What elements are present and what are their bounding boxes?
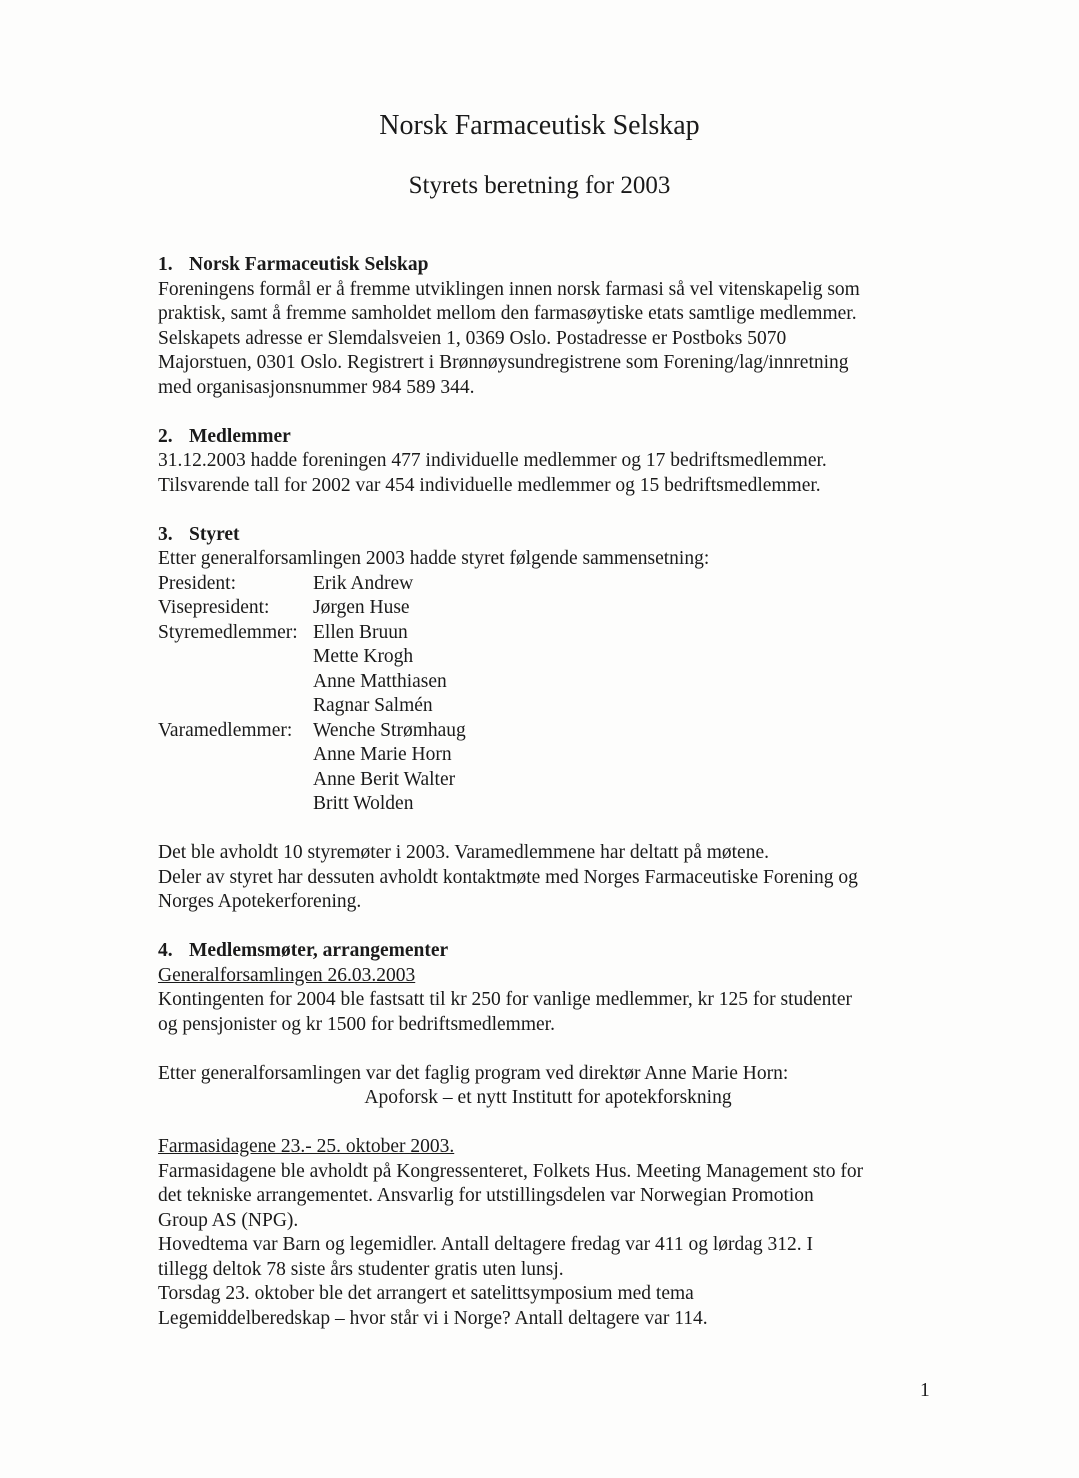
paragraph-line: Torsdag 23. oktober ble det arrangert et satelittsymposium med tema bbox=[158, 1283, 694, 1304]
section-1-heading bbox=[158, 253, 948, 278]
paragraph-line: Majorstuen, 0301 Oslo. Registrert i Brønnøysundregistrene som Forening/lag/innretning bbox=[158, 352, 849, 373]
board-role bbox=[158, 645, 313, 670]
board-role bbox=[158, 694, 313, 719]
section-title: Medlemmer bbox=[189, 425, 291, 447]
section-number: 2. bbox=[158, 425, 173, 447]
board-role bbox=[158, 792, 313, 817]
paragraph-line: og pensjonister og kr 1500 for bedriftsmedlemmer. bbox=[158, 1013, 555, 1035]
paragraph-line: Norges Apotekerforening. bbox=[158, 891, 362, 912]
document-subtitle: Styrets beretning for 2003 bbox=[408, 172, 671, 199]
board-role: Varamedlemmer: bbox=[158, 719, 293, 741]
board-row bbox=[158, 572, 948, 597]
paragraph-line: Kontingenten for 2004 ble fastsatt til kr 250 for vanlige medlemmer, kr 125 for studenter bbox=[158, 989, 853, 1010]
program-title: Apoforsk – et nytt Institutt for apotekforskning bbox=[364, 1087, 732, 1108]
page-number: 1 bbox=[920, 1380, 930, 1401]
paragraph-line: praktisk, samt å fremme samholdet mellom den farmasøytiske etats samtlige medlemmer. bbox=[158, 303, 857, 324]
paragraph-line: Foreningens formål er å fremme utviklingen innen norsk farmasi så vel vitenskapelig som bbox=[158, 278, 860, 300]
paragraph-line: Deler av styret har dessuten avholdt kontaktmøte med Norges Farmaceutiske Forening og bbox=[158, 866, 858, 888]
section-title: Norsk Farmaceutisk Selskap bbox=[189, 254, 429, 275]
board-row bbox=[158, 670, 948, 695]
paragraph-line: Legemiddelberedskap – hvor står vi i Norge? Antall deltagere var 114. bbox=[158, 1307, 708, 1329]
section-3-heading bbox=[158, 523, 948, 548]
board-member: Wenche Strømhaug bbox=[313, 719, 466, 741]
section-2-heading bbox=[158, 425, 948, 450]
board-row bbox=[158, 621, 948, 646]
document-title: Norsk Farmaceutisk Selskap bbox=[379, 110, 700, 141]
board-member: Ragnar Salmén bbox=[313, 695, 433, 716]
section-title: Styret bbox=[189, 523, 240, 545]
board-member: Anne Berit Walter bbox=[313, 768, 456, 790]
board-member: Mette Krogh bbox=[313, 646, 414, 667]
board-row bbox=[158, 645, 948, 670]
paragraph-line: Group AS (NPG). bbox=[158, 1209, 299, 1231]
paragraph-line: det tekniske arrangementet. Ansvarlig for utstillingsdelen var Norwegian Promotion bbox=[158, 1185, 814, 1206]
board-row bbox=[158, 768, 948, 793]
board-row bbox=[158, 743, 948, 768]
board-role bbox=[158, 670, 313, 695]
paragraph-line: Selskapets adresse er Slemdalsveien 1, 0369 Oslo. Postadresse er Postboks 5070 bbox=[158, 327, 787, 349]
board-row bbox=[158, 719, 948, 744]
board-member: Jørgen Huse bbox=[313, 597, 410, 618]
section-4-heading bbox=[158, 939, 948, 964]
paragraph-line: Det ble avholdt 10 styremøter i 2003. Varamedlemmene har deltatt på møtene. bbox=[158, 842, 769, 863]
paragraph-line: Etter generalforsamlingen 2003 hadde styret følgende sammensetning: bbox=[158, 548, 710, 569]
board-role bbox=[158, 768, 313, 793]
section-number: 3. bbox=[158, 523, 173, 545]
board-role: Styremedlemmer: bbox=[158, 621, 298, 643]
subsection-title: Generalforsamlingen 26.03.2003 bbox=[158, 964, 416, 986]
section-title: Medlemsmøter, arrangementer bbox=[189, 940, 449, 961]
board-member: Erik Andrew bbox=[313, 572, 414, 594]
subsection-title: Farmasidagene 23.- 25. oktober 2003. bbox=[158, 1136, 455, 1157]
paragraph-line: Hovedtema var Barn og legemidler. Antall deltagere fredag var 411 og lørdag 312. I bbox=[158, 1234, 814, 1255]
board-row bbox=[158, 694, 948, 719]
section-number: 1. bbox=[158, 254, 173, 275]
paragraph-line: Tilsvarende tall for 2002 var 454 individuelle medlemmer og 15 bedriftsmedlemmer. bbox=[158, 474, 821, 496]
board-row bbox=[158, 596, 948, 621]
paragraph-line: Farmasidagene ble avholdt på Kongressenteret, Folkets Hus. Meeting Management sto for bbox=[158, 1160, 864, 1182]
board-role: President: bbox=[158, 572, 236, 594]
section-number: 4. bbox=[158, 940, 173, 961]
paragraph-line: med organisasjonsnummer 984 589 344. bbox=[158, 376, 475, 398]
board-member: Anne Matthiasen bbox=[313, 670, 447, 692]
paragraph-line: Etter generalforsamlingen var det faglig program ved direktør Anne Marie Horn: bbox=[158, 1062, 789, 1084]
board-member: Anne Marie Horn bbox=[313, 744, 452, 765]
board-member: Britt Wolden bbox=[313, 793, 414, 814]
board-role: Visepresident: bbox=[158, 597, 270, 618]
board-member: Ellen Bruun bbox=[313, 621, 408, 643]
board-role bbox=[158, 743, 313, 768]
paragraph-line: 31.12.2003 hadde foreningen 477 individuelle medlemmer og 17 bedriftsmedlemmer. bbox=[158, 450, 827, 471]
paragraph-line: tillegg deltok 78 siste års studenter gratis uten lunsj. bbox=[158, 1258, 564, 1280]
board-list bbox=[158, 572, 948, 817]
board-row bbox=[158, 792, 948, 817]
document-body bbox=[158, 253, 948, 1331]
